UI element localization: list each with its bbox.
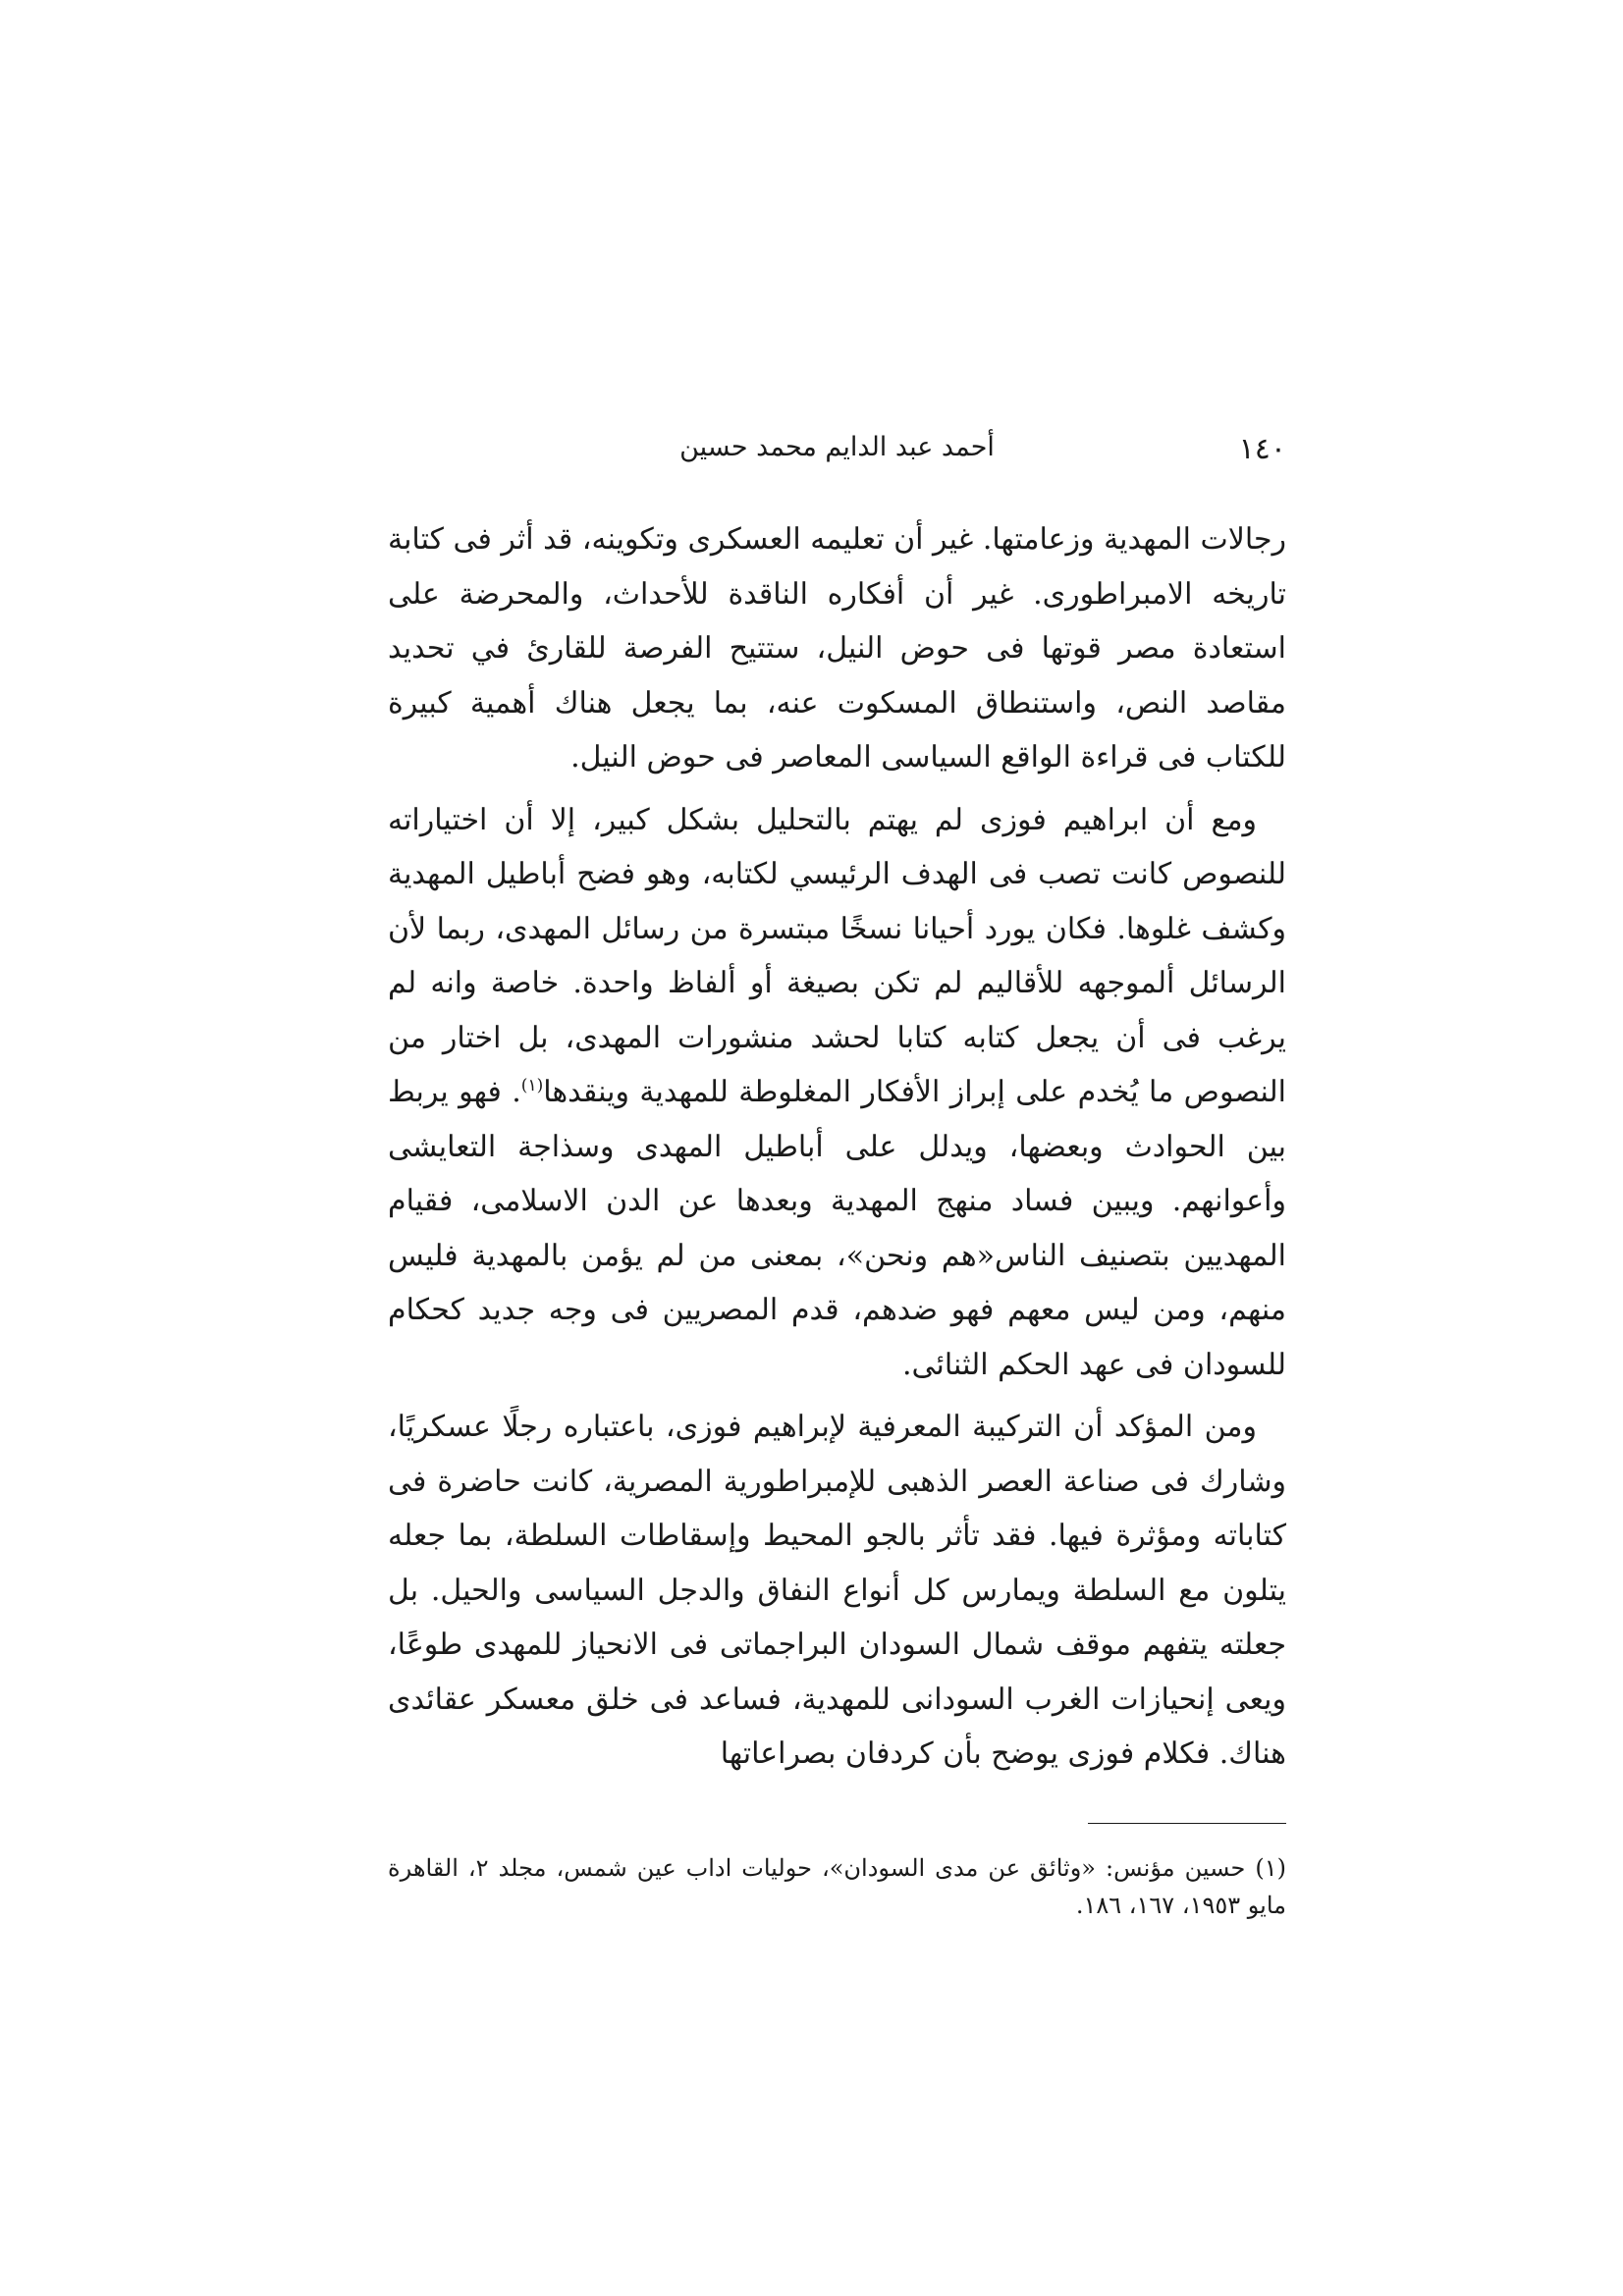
page-number: ١٤٠	[1238, 432, 1286, 466]
running-head: أحمد عبد الدايم محمد حسين	[679, 432, 995, 462]
body-text	[388, 512, 1286, 1789]
footnote-divider	[1088, 1823, 1286, 1824]
paragraph-1: رجالات المهدية وزعامتها. غير أن تعليمه العسكرى وتكوينه، قد أثر فى كتابة تاريخه الامبراطورى. غير أن أفكاره الناقدة للأحداث، والمحرضة على استعادة مصر قوتها فى حوض النيل، ستتيح الفرصة للقارئ في تحديد مقاصد النص، واستنطاق المسكوت عنه، بما يجعل هناك أهمية كبيرة للكتاب فى قراءة الواقع السياسى المعاصر فى حوض النيل.	[388, 522, 1286, 774]
paragraph-3: ومن المؤكد أن التركيبة المعرفية لإبراهيم فوزى، باعتباره رجلًا عسكريًا، وشارك فى صناعة العصر الذهبى للإمبراطورية المصرية، كانت حاضرة فى كتاباته ومؤثرة فيها. فقد تأثر بالجو المحيط وإسقاطات السلطة، بما جعله يتلون مع السلطة ويمارس كل أنواع النفاق والدجل السياسى والحيل. بل جعلته يتفهم موقف شمال السودان البراجماتى فى الانحياز للمهدى طوعًا، ويعى إنحيازات الغرب السودانى للمهدية، فساعد فى خلق معسكر عقائدى هناك. فكلام فوزى يوضح بأن كردفان بصراعاتها	[388, 1410, 1286, 1771]
footnote: (١) حسين مؤنس: «وثائق عن مدى السودان»، حوليات اداب عين شمس، مجلد ٢، القاهرة مايو ١٩٥٣، ١٦٧، ١٨٦.	[388, 1854, 1287, 1919]
paragraph-2	[388, 793, 1286, 1393]
page-header	[388, 432, 1286, 481]
paragraph-2-part-b: . فهو يربط بين الحوادث وبعضها، ويدلل على أباطيل المهدى وسذاجة التعايشى وأعوانهم. ويبين فساد منهج المهدية وبعدها عن الدن الاسلامى، فقيام المهديين بتصنيف الناس«هم ونحن»، بمعنى من لم يؤمن بالمهدية فليس منهم، ومن ليس معهم فهو ضدهم، قدم المصريين فى وجه جديد كحكام للسودان فى عهد الحكم الثنائى.	[388, 1075, 1286, 1382]
paragraph-2-part-a: ومع أن ابراهيم فوزى لم يهتم بالتحليل بشكل كبير، إلا أن اختياراته للنصوص كانت تصب فى الهدف الرئيسي لكتابه، وهو فضح أباطيل المهدية وكشف غلوها. فكان يورد أحيانا نسخًا مبتسرة من رسائل المهدى، ربما لأن الرسائل ألموجهه للأقاليم لم تكن بصيغة أو ألفاظ واحدة. خاصة وانه لم يرغب فى أن يجعل كتابه كتابا لحشد منشورات المهدى، بل اختار من النصوص ما يُخدم على إبراز الأفكار المغلوطة للمهدية وينقدها	[388, 802, 1286, 1109]
footnote-reference: (١)	[520, 1076, 544, 1095]
